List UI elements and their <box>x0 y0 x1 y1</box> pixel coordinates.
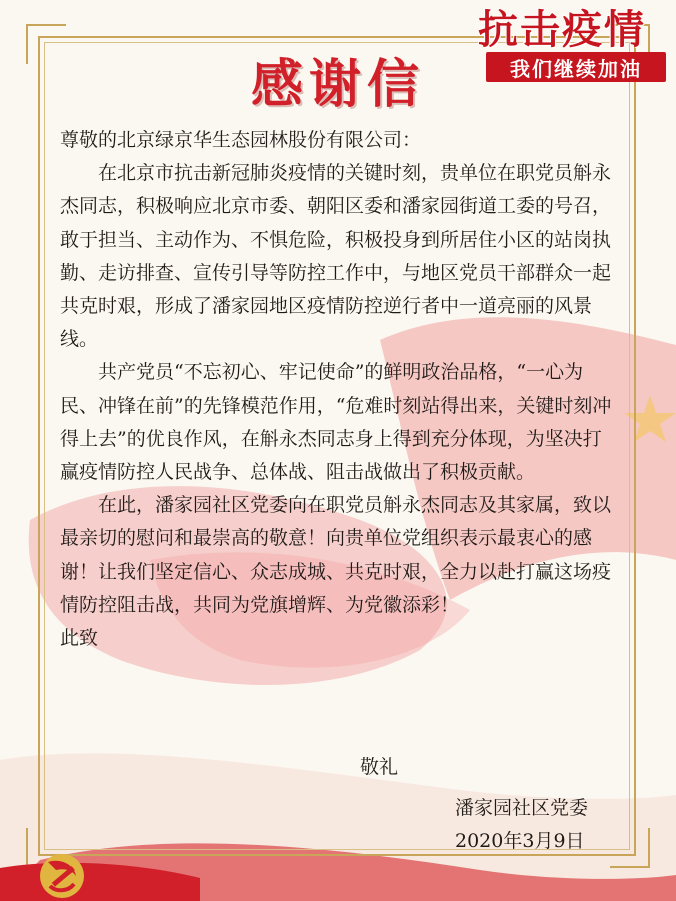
badge-sub-text: 我们继续加油 <box>486 52 666 82</box>
letter-paragraph: 在此，潘家园社区党委向在职党员斛永杰同志及其家属，致以最亲切的慰问和最崇高的敬意！向贵单位党组织表示最衷心的感谢！让我们坚定信心、众志成城、共克时艰，全力以赴打赢这场疫情防控阻击战，共同为党旗增辉、为党徽添彩！ <box>60 494 612 616</box>
letter-date: 2020年3月9日 <box>455 830 585 852</box>
letter-paragraph: 共产党员“不忘初心、牢记使命”的鲜明政治品格，“一心为民、冲锋在前”的先锋模范作用，“危难时刻站得出来，关键时刻冲得上去”的优良作风，在斛永杰同志身上得到充分体现，为坚决打赢疫情防控人民战争、总体战、阻击战做出了积极贡献。 <box>60 361 612 484</box>
letter-paragraph: 在北京市抗击新冠肺炎疫情的关键时刻，贵单位在职党员斛永杰同志，积极响应北京市委、朝阳区委和潘家园街道工委的号召，敢于担当、主动作为、不惧危险，积极投身到所居住小区的站岗执勤、走访排查、宣传引导等防控工作中，与地区党员干部群众一起共克时艰，形成了潘家园地区疫情防控逆行者中一道亮丽的风景线。 <box>60 162 612 351</box>
frame-corner-ornament <box>610 828 650 868</box>
party-emblem-icon <box>0 828 200 901</box>
letter-signature: 潘家园社区党委 <box>455 797 589 819</box>
letter-title: 感谢信 <box>250 54 425 115</box>
badge-main-text: 抗击疫情 <box>478 6 646 53</box>
letter-body <box>60 124 620 655</box>
letter-salutation: 尊敬的北京绿京华生态园林股份有限公司： <box>60 129 422 151</box>
letter-closing: 此致 <box>60 627 99 650</box>
letter-salute: 敬礼 <box>360 756 399 778</box>
